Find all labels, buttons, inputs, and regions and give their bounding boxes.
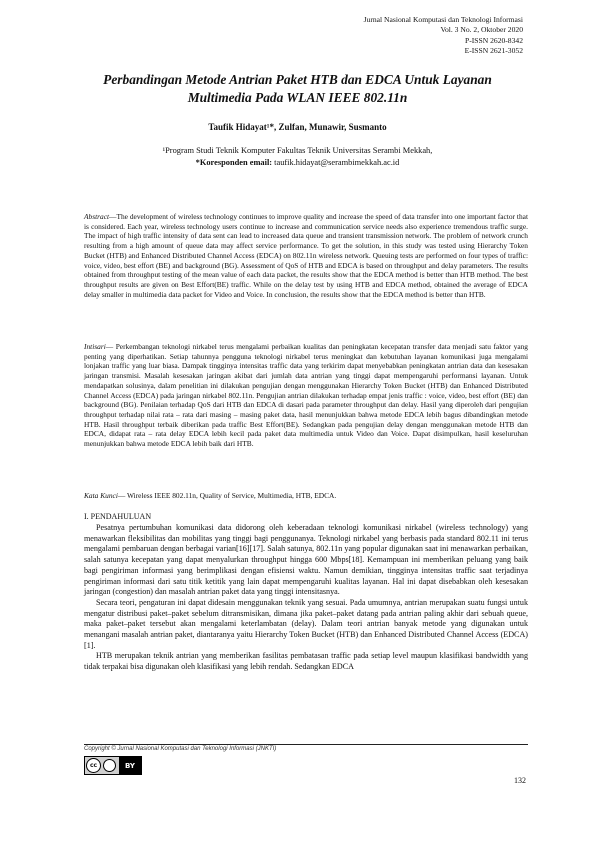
journal-name: Jurnal Nasional Komputasi dan Teknologi Informasi xyxy=(363,15,523,24)
copyright-notice: Copyright © Jurnal Nasional Komputasi dan Teknologi Informasi (JNKTI) xyxy=(84,746,277,752)
journal-eissn: E-ISSN 2621-3052 xyxy=(464,46,523,56)
section-heading: I. PENDAHULUAN xyxy=(84,512,152,521)
corresponding-author xyxy=(60,157,535,169)
affiliation-block xyxy=(60,145,535,168)
journal-pissn: P-ISSN 2620-8342 xyxy=(464,35,523,45)
keywords-text: — Wireless IEEE 802.11n, Quality of Service, Multimedia, HTB, EDCA. xyxy=(117,491,337,500)
journal-header xyxy=(364,15,523,57)
title-line-2: Multimedia Pada WLAN IEEE 802.11n xyxy=(187,90,408,105)
abstract xyxy=(84,212,528,299)
by-label: BY xyxy=(119,757,141,774)
intisari-label: Intisari xyxy=(84,342,106,351)
intisari xyxy=(84,342,528,449)
abstract-label: Abstract xyxy=(84,212,110,221)
keywords xyxy=(84,491,528,501)
corresponding-label: *Koresponden email: xyxy=(195,157,273,167)
keywords-label: Kata Kunci xyxy=(84,491,118,500)
abstract-text: —The development of wireless technology continues to improve quality and increase the speed of data transfer into one important factor that is considered. Each year, wireless technology users continue to increase and communication service needs also experience tremendous traffic surge. The impact of high traffic intensity of data sent can lead to increased data queue and transient transmission network. The problem of network crunch resulting from a high amount of queue data may affect service performance. To get the solution, in this study was tested using Hierarchy Token Bucket (HTB) and Enhanced Distributed Channel Access (EDCA) on 802.11n wireless network. Queuing tests are performed on four types of traffic: voice, video, best effort (BE) and background (BG). Assessment of QoS of HTB and EDCA is based on throughput and delay parameters. The results obtained from throughput testing of the mean value of each data packet, the results show that the EDCA method is better than HTB method. The best throughput results are given on Best Effort(BE) traffic. While on the delay test by using HTB and EDCA method, obtained the average of EDCA delay smaller in multimedia data packet for Video and Voice. In conclusion, the results show that the EDCA method is better than HTB. xyxy=(84,212,528,299)
authors: Taufik Hidayat¹*, Zulfan, Munawir, Susmanto xyxy=(208,122,387,132)
journal-volume: Vol. 3 No. 2, Oktober 2020 xyxy=(440,25,523,35)
page-number: 132 xyxy=(514,776,526,785)
intisari-text: — Perkembangan teknologi nirkabel terus mengalami perbaikan kualitas dan peningkatan kecepatan transfer data menjadi satu faktor yang penting yang diperhatikan. Setiap tahunnya pengguna teknologi nirkabel terus meningkat dan kebutuhan layanan komunikasi juga mengalami lonjakan traffic yang luar biasa. Dampak tingginya intensitas traffic data yang terkirim dapat menyebabkan peningkatan antrian data dan kesesakan jaringan transmisi. Masalah kesesakan jaringan akibat dari jumlah data antrian yang tinggi dapat mempengaruhi performansi layanan. Untuk mendapatkan solusinya, dalam penelitian ini dilakukan pengujian dengan menggunakan Hierarchy Token Bucket (HTB) dan Enhanced Distributed Channel Access (EDCA) pada jaringan nirkabel 802.11n. Pengujian antrian dilakukan terhadap empat jenis traffic : voice, video, best effort (BE) dan background (BG). Penilaian terhadap QoS dari HTB dan EDCA di dasari pada parameter throughput dan delay. Hasil yang diperoleh dari pengujian throughput terhadap nilai rata – rata dari masing – masing paket data, hasil menunjukkan bahwa metode EDCA lebih bagus dibandingkan metode HTB. Hasil throughput terbaik diberikan pada traffic Best Effort(BE). Sedangkan pada pengujian delay dengan menggunakan metode HTB dan EDCA, didapat rata – rata delay EDCA lebih kecil pada paket data multimedia untuk Video dan Voice. Dapat disimpulkan, hasil keseluruhan menunjukkan bahwa metode EDCA lebih baik dari HTB. xyxy=(84,342,528,449)
affiliation: ¹Program Studi Teknik Komputer Fakultas Teknik Universitas Serambi Mekkah, xyxy=(162,146,433,155)
footer-divider xyxy=(84,744,528,745)
cc-by-license-icon[interactable] xyxy=(84,756,142,775)
body-paragraph-2: Secara teori, pengaturan ini dapat didesain menggunakan teknik yang sesuai. Pada umumnya, antrian merupakan suatu fungsi untuk mengatur distribusi paket–paket sebelum ditransmisikan, dimana jika paket–paket datang pada antrian paling akhir dari sebuah queue, maka paket–paket tersebut akan mengalami keterlambatan (delay). Dalam teori antrian banyak metode yang digunakan untuk menangani masalah antrian paket, diantaranya yaitu Hierarchy Token Bucket (HTB) dan Enhanced Distributed Channel Access (EDCA) [1]. xyxy=(84,597,528,650)
title-line-1: Perbandingan Metode Antrian Paket HTB dan EDCA Untuk Layanan xyxy=(103,72,492,87)
corresponding-email[interactable]: taufik.hidayat@serambimekkah.ac.id xyxy=(274,157,400,167)
body-paragraph-3: HTB merupakan teknik antrian yang memberikan fasilitas pembatasan traffic pada setiap level maupun klasifikasi bandwidth yang tidak terpakai bisa digunakan oleh klasifikasi yang lebih rendah. Sedangkan EDCA xyxy=(84,651,528,672)
paper-title xyxy=(60,71,535,107)
body-paragraph-1: Pesatnya pertumbuhan komunikasi data didorong oleh keberadaan teknologi komunikasi nirkabel (wireless technology) yang menawarkan fleksibilitas dan mobilitas yang tinggi bagi penggunanya. Teknologi nirkabel yang berbasis pada standard 802.11 ini terus mengalami pembaruan dengan berbagai varian[16][17]. Salah satunya, 802.11n yang popular digunakan saat ini menawarkan perbaikan, salah satunya kecepatan yang dapat menyalurkan throughput hingga 600 Mbps[18]. Kemampuan ini memberikan peluang yang baik bagi pengiriman informasi yang berimplikasi dengan efisiensi waktu. Namun demikian, tingginya intensitas traffic saat terjadinya pengiriman informasi dari satu titik ketitik yang lain dapat mempengaruhi kualitas layanan. Hal ini dapat disebabkan oleh kesesakan jaringan (congestion) dan masalah antrian paket data yang tinggi intensitasnya. xyxy=(84,523,528,597)
attribution-person-icon xyxy=(103,759,116,772)
section-body xyxy=(84,523,528,673)
cc-circle-icon: cc xyxy=(86,758,101,773)
